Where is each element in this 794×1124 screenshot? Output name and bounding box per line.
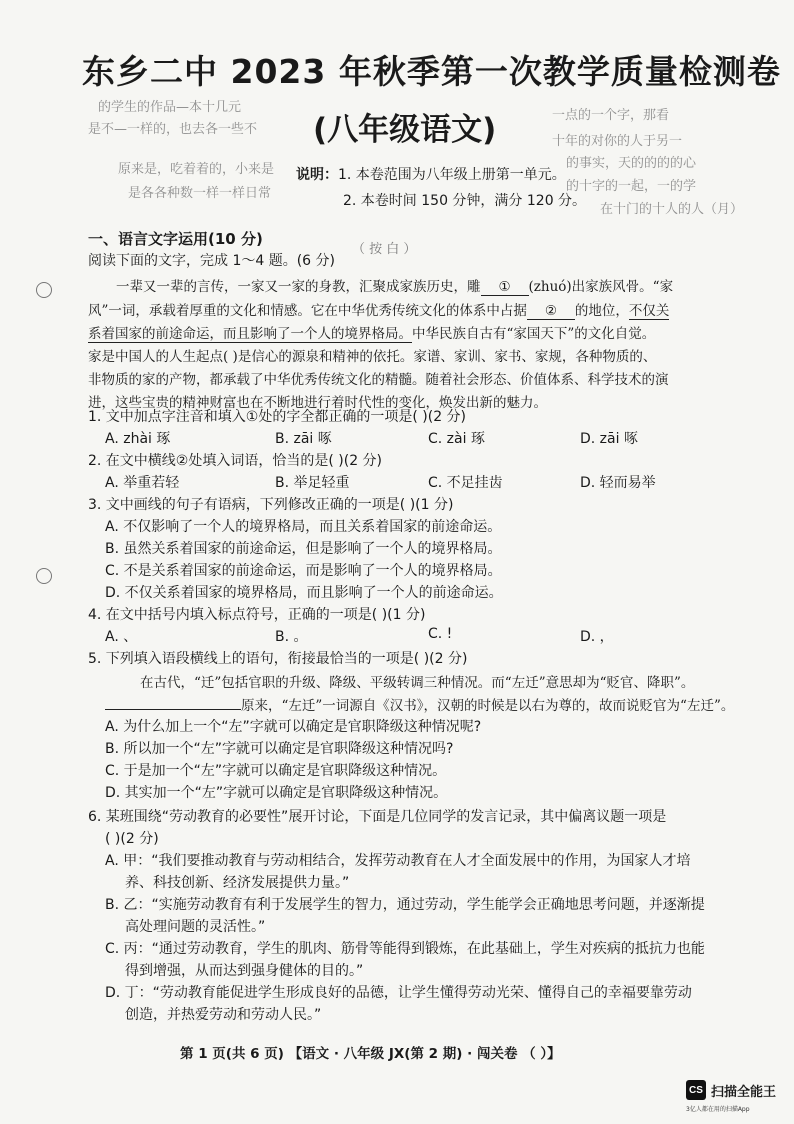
q6-option-a-cont: 养、科技创新、经济发展提供力量。” (125, 875, 350, 891)
question-5-stem: 5. 下列填入语段横线上的语句，衔接最恰当的一项是( )(2 分) (88, 651, 468, 667)
passage-text: (zhuó)出家族风骨。“家 (528, 279, 674, 295)
bleed-text-left-2: 是不—一样的，也去各一些不 (88, 122, 258, 137)
q6-option-d-cont: 创造，并热爱劳动和劳动人民。” (125, 1007, 322, 1023)
q2-option-a[interactable]: A. 举重若轻 (105, 475, 180, 491)
scanner-app-name: 扫描全能王 (711, 1084, 777, 1100)
question-6-stem: 6. 某班围绕“劳动教育的必要性”展开讨论，下面是几位同学的发言记录，其中偏离议题一项是 (88, 809, 667, 825)
scanner-tagline: 3亿人都在用的扫描App (686, 1106, 750, 1113)
bleed-text-left-1: 的学生的作品—本十几元 (98, 100, 242, 115)
q3-option-a[interactable]: A. 不仅影响了一个人的境界格局，而且关系着国家的前途命运。 (105, 519, 502, 535)
q6-option-b[interactable]: B. 乙：“实施劳动教育有利于发展学生的智力，通过劳动，学生能学会正确地思考问题，并逐渐提 (105, 897, 705, 913)
scanner-logo (686, 1080, 776, 1100)
question-2-stem: 2. 在文中横线②处填入词语，恰当的是( )(2 分) (88, 453, 383, 469)
q1-option-c[interactable]: C. zài 琢 (428, 431, 485, 447)
notes-item-2: 2. 本卷时间 150 分钟，满分 120 分。 (343, 193, 587, 209)
exam-title: 东乡二中 2023 年秋季第一次教学质量检测卷 (82, 52, 781, 91)
binding-hole-mark (36, 282, 52, 298)
q1-option-a[interactable]: A. zhài 琢 (105, 431, 171, 447)
bleed-text-mid: （ 按 白 ） (352, 242, 417, 257)
q6-option-d[interactable]: D. 丁：“劳动教育能促进学生形成良好的品德，让学生懂得劳动光荣、懂得自己的幸福要靠劳动 (105, 985, 692, 1001)
reading-instruction: 阅读下面的文字，完成 1～4 题。(6 分) (88, 253, 335, 269)
binding-hole-mark (36, 568, 52, 584)
q5-passage-line-1: 在古代，“迁”包括官职的升级、降级、平级转调三种情况。而“左迁”意思却为“贬官、降职”。 (140, 675, 695, 691)
question-3-stem: 3. 文中画线的句子有语病，下列修改正确的一项是( )(1 分) (88, 497, 454, 513)
q4-option-b[interactable]: B. 。 (275, 629, 308, 645)
passage-text: 的地位， (574, 303, 629, 319)
bleed-text-right-4: 的十字的一起，一的学 (566, 179, 697, 194)
passage-line-3 (88, 322, 655, 342)
q5-option-b[interactable]: B. 所以加一个“左”字就可以确定是官职降级这种情况吗? (105, 741, 454, 757)
bleed-text-left-4: 是各各种数一样一样日常 (128, 186, 272, 201)
exam-subtitle: (八年级语文) (313, 112, 497, 148)
underlined-sentence: 不仅关 (628, 303, 670, 319)
q4-option-c[interactable]: C. ! (428, 626, 453, 642)
passage-text: 一辈又一辈的言传，一家又一家的身教，汇聚成家族历史，雕 (116, 279, 481, 295)
q4-option-a[interactable]: A. 、 (105, 629, 138, 645)
q5-blank (105, 709, 241, 710)
q2-option-c[interactable]: C. 不足挂齿 (428, 475, 503, 491)
passage-text: 原来，“左迁”一词源自《汉书》，汉朝的时候是以右为尊的，故而说贬官为“左迁”。 (241, 698, 735, 714)
page-footer: 第 1 页(共 6 页) 【语文 · 八年级 JX(第 2 期) · 闯关卷 （ ）】 (180, 1046, 561, 1062)
question-1-stem: 1. 文中加点字注音和填入①处的字全都正确的一项是( )(2 分) (88, 409, 467, 425)
bleed-text-left-3: 原来是，吃着着的，小来是 (118, 162, 275, 177)
scanner-badge-icon: CS (686, 1080, 706, 1100)
q6-option-c-cont: 得到增强，从而达到强身健体的目的。” (125, 963, 364, 979)
q5-option-d[interactable]: D. 其实加一个“左”字就可以确定是官职降级这种情况。 (105, 785, 448, 801)
q3-option-d[interactable]: D. 不仅关系着国家的境界格局，而且影响了一个人的前途命运。 (105, 585, 503, 601)
passage-text: 中华民族自古有“家国天下”的文化自觉。 (412, 326, 656, 342)
blank-2: ② (527, 303, 575, 320)
q6-option-b-cont: 高处理问题的灵活性。” (125, 919, 266, 935)
q6-option-a[interactable]: A. 甲：“我们要推动教育与劳动相结合，发挥劳动教育在人才全面发展中的作用，为国家人才培 (105, 853, 691, 869)
q3-option-c[interactable]: C. 不是关系着国家的前途命运，而是影响了一个人的境界格局。 (105, 563, 502, 579)
passage-line-2 (88, 299, 669, 320)
passage-text: 风”一词，承载着厚重的文化和情感。它在中华优秀传统文化的体系中占据 (88, 303, 527, 319)
question-6-stem-cont: ( )(2 分) (105, 831, 159, 847)
notes-item-1: 1. 本卷范围为八年级上册第一单元。 (338, 167, 566, 183)
notes-label: 说明： (296, 167, 338, 183)
bleed-text-right-1: 一点的一个字，那看 (552, 108, 670, 123)
bleed-text-right-2: 十年的对你的人于另一 (552, 134, 683, 149)
question-4-stem: 4. 在文中括号内填入标点符号，正确的一项是( )(1 分) (88, 607, 426, 623)
blank-1: ① (481, 279, 529, 296)
q4-option-d[interactable]: D. ， (580, 629, 614, 645)
bleed-text-right-3: 的事实，天的的的的心 (566, 156, 697, 171)
q3-option-b[interactable]: B. 虽然关系着国家的前途命运，但是影响了一个人的境界格局。 (105, 541, 502, 557)
passage-line-6: 进，这些宝贵的精神财富也在不断地进行着时代性的变化，焕发出新的魅力。 (88, 395, 547, 411)
q6-option-c[interactable]: C. 丙：“通过劳动教育，学生的肌肉、筋骨等能得到锻炼，在此基础上，学生对疾病的抵抗力也能 (105, 941, 705, 957)
underlined-sentence: 系着国家的前途命运，而且影响了一个人的境界格局。 (88, 326, 412, 342)
bleed-text-right-5: 在十门的十人的人（月） (600, 202, 744, 217)
q2-option-d[interactable]: D. 轻而易举 (580, 475, 656, 491)
q5-option-c[interactable]: C. 于是加一个“左”字就可以确定是官职降级这种情况。 (105, 763, 447, 779)
q5-option-a[interactable]: A. 为什么加上一个“左”字就可以确定是官职降级这种情况呢? (105, 719, 482, 735)
q1-option-b[interactable]: B. zāi 啄 (275, 431, 332, 447)
q5-passage-line-2 (105, 694, 734, 714)
q2-option-b[interactable]: B. 举足轻重 (275, 475, 350, 491)
notes-line-1 (296, 164, 566, 184)
section-heading: 一、语言文字运用(10 分) (88, 230, 263, 248)
passage-line-4: 家是中国人的人生起点( )是信心的源泉和精神的依托。家谱、家训、家书、家规，各种物质的、 (88, 349, 657, 365)
passage-line-1 (116, 275, 673, 296)
q1-option-d[interactable]: D. zāi 啄 (580, 431, 638, 447)
passage-line-5: 非物质的家的产物，都承载了中华优秀传统文化的精髓。随着社会形态、价值体系、科学技术的演 (88, 372, 669, 388)
